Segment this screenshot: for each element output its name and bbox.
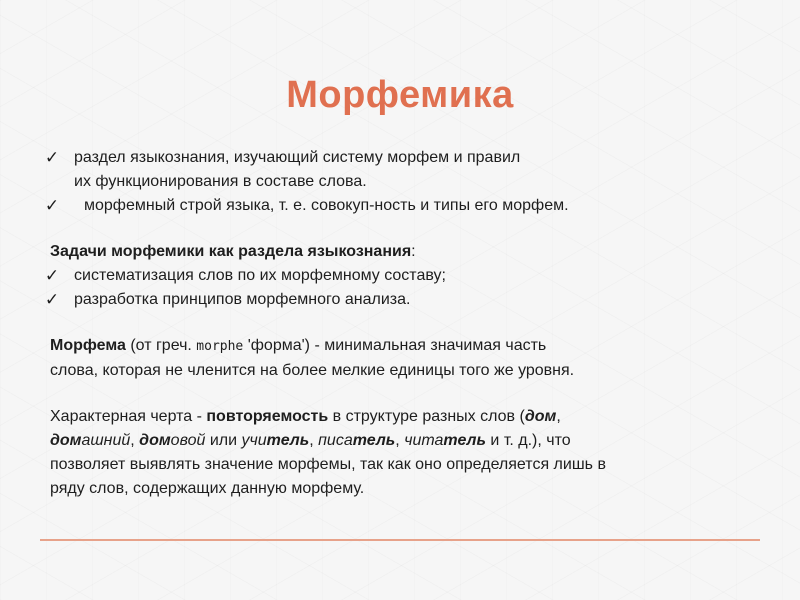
definition-term: Морфема — [50, 337, 126, 354]
example-domashniy-suffix: ашний — [81, 432, 131, 449]
feature-line3: позволяет выявлять значение морфемы, так как оно определяется лишь в — [50, 456, 606, 473]
intro-bullet-2 — [40, 194, 762, 218]
example-uchitel-root: учи — [241, 432, 267, 449]
spacer — [40, 218, 762, 240]
definition-greek: morphe — [196, 339, 244, 354]
task-item-2-text: разработка принципов морфемного анализа. — [74, 291, 411, 308]
feature-term: повторяемость — [206, 408, 329, 425]
example-chitatel-root: чита — [404, 432, 444, 449]
definition-text-1: (от греч. — [125, 337, 197, 354]
check-icon: ✓ — [44, 148, 60, 168]
slide-title: Морфемика — [286, 74, 514, 116]
definition-line1 — [50, 334, 762, 359]
feature-text-3: и т. д.), что — [485, 432, 571, 449]
feature-line2 — [50, 429, 762, 453]
example-chitatel-suffix: тель — [443, 432, 486, 449]
or-text: или — [205, 432, 242, 449]
tasks-heading-text: Задачи морфемики как раздела языкознания — [50, 243, 412, 260]
bottom-divider — [40, 539, 760, 541]
feature-line4: ряду слов, содержащих данную морфему. — [50, 480, 365, 497]
intro-bullet-2-line1: морфемный строй языка, т. е. совокуп-ность и типы его морфем. — [84, 197, 569, 214]
example-pisatel-suffix: тель — [352, 432, 396, 449]
spacer — [40, 383, 762, 405]
check-icon: ✓ — [44, 266, 60, 286]
comma: , — [395, 432, 405, 449]
feature-paragraph — [40, 405, 762, 501]
example-domovoy-root: дом — [139, 432, 171, 449]
feature-text-2: в структуре разных слов ( — [328, 408, 525, 425]
tasks-heading-colon: : — [411, 243, 416, 260]
example-domashniy-root: дом — [50, 432, 82, 449]
comma: , — [556, 408, 561, 425]
check-icon: ✓ — [44, 196, 60, 216]
intro-bullet-1-line1: раздел языкознания, изучающий систему морфем и правил — [74, 149, 521, 166]
example-domovoy-suffix: овой — [170, 432, 206, 449]
task-item-1-text: систематизация слов по их морфемному составу; — [74, 267, 446, 284]
feature-line1 — [50, 405, 762, 429]
example-pisatel-root: писа — [318, 432, 353, 449]
task-item-1 — [40, 264, 762, 288]
intro-bullet-1 — [40, 146, 762, 194]
definition-paragraph — [40, 334, 762, 383]
task-item-2 — [40, 288, 762, 312]
comma: , — [309, 432, 319, 449]
feature-text-1: Характерная черта - — [50, 408, 207, 425]
definition-line2: слова, которая не членится на более мелкие единицы того же уровня. — [50, 362, 575, 379]
check-icon: ✓ — [44, 290, 60, 310]
definition-text-2: 'форма') - минимальная значимая часть — [243, 337, 547, 354]
example-dom: дом — [524, 408, 557, 425]
example-uchitel-suffix: тель — [266, 432, 310, 449]
spacer — [40, 312, 762, 334]
slide-content — [40, 146, 762, 501]
tasks-heading — [40, 240, 762, 264]
intro-bullet-1-line2: их функционирования в составе слова. — [74, 173, 367, 190]
comma: , — [130, 432, 140, 449]
